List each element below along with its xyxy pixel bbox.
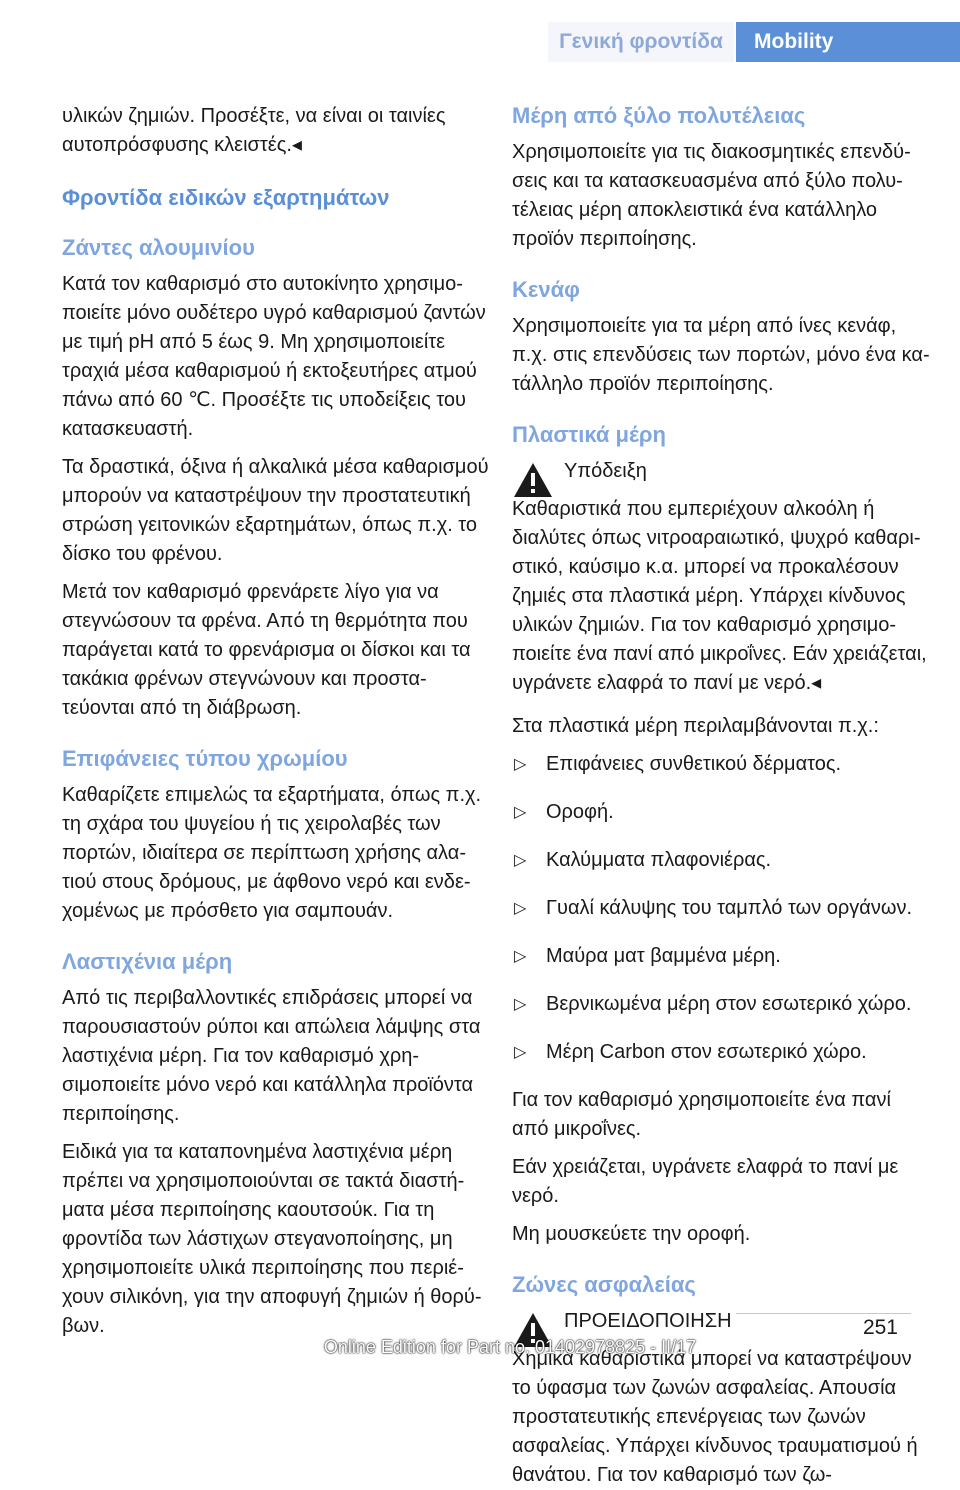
wheels-paragraph-3: Μετά τον καθαρισμό φρενάρετε λίγο για να στεγνώσουν τα φρένα. Από τη θερμότητα που παράγεται κατά το φρενάρισμα οι δίσκοι και τα τακάκια φρένων στεγνώνουν και προστατεύονται από τη διάβρωση. xyxy=(62,581,471,719)
plastic-heading: Πλαστικά μέρη xyxy=(512,422,666,447)
bullet-triangle-icon: ▷ xyxy=(514,804,527,821)
plastic-paragraph-2: Για τον καθαρισμό χρησιμοποιείτε ένα πανί από μικροΐνες. xyxy=(512,1089,891,1140)
list-item: ▷ Μαύρα ματ βαμμένα μέρη. xyxy=(512,942,932,971)
edition-watermark: Online Edition for Part no. 01402978825 - II/17 xyxy=(323,1337,697,1357)
wood-heading: Μέρη από ξύλο πολυτέλειας xyxy=(512,103,806,128)
tab-mobility: Mobility xyxy=(736,22,960,62)
section-title: Φροντίδα ειδικών εξαρτημάτων xyxy=(62,185,390,210)
wheels-paragraph-1: Κατά τον καθαρισμό στο αυτοκίνητο χρησιμοποιείτε μόνο ουδέτερο υγρό καθαρισμού ζαντών με τιμή pH από 5 έως 9. Μη χρησιμοποιείτε τραχιά μέσα καθαρισμού ή εκτοξευτήρες ατμού πάνω από 60 ℃. Προσέξτε τις υποδείξεις του κατασκευαστή. xyxy=(62,273,486,440)
list-item: ▷ Καλύμματα πλαφονιέρας. xyxy=(512,846,932,875)
list-item: ▷ Μέρη Carbon στον εσωτερικό χώρο. xyxy=(512,1038,932,1067)
rubber-heading: Λαστιχένια μέρη xyxy=(62,949,233,974)
plastic-notice-body: Καθαριστικά που εμπεριέχουν αλκοόλη ή διαλύτες όπως νιτροαραιωτικό, ψυχρό καθαριστικό, καύσιμο κ.α. μπορεί να προκαλέσουν ζημιές στα πλαστικά μέρη. Υπάρχει κίνδυνος υλικών ζημιών. Για τον καθαρισμό χρησιμοποιείτε ένα πανί από μικροΐνες. Εάν χρειάζεται, υγράνετε ελαφρά το πανί με νερό.◂ xyxy=(512,498,927,694)
bullet-triangle-icon: ▷ xyxy=(514,996,527,1013)
tab-general-care: Γενική φροντίδα xyxy=(548,22,734,62)
right-column xyxy=(512,102,932,1490)
wood-paragraph: Χρησιμοποιείτε για τις διακοσμητικές επενδύσεις και τα κατασκευασμένα από ξύλο πολυτέλειας μέρη αποκλειστικά ένα κατάλληλο προϊόν περιποίησης. xyxy=(512,141,911,250)
chrome-heading: Επιφάνειες τύπου χρωμίου xyxy=(62,746,348,771)
wheels-heading: Ζάντες αλουμινίου xyxy=(62,235,255,260)
footer-divider xyxy=(736,1313,911,1314)
page-header xyxy=(0,22,960,62)
bullet-triangle-icon: ▷ xyxy=(514,1044,527,1061)
rubber-paragraph-2: Ειδικά για τα καταπονημένα λαστιχένια μέρη πρέπει να χρησιμοποιούνται σε τακτά διαστήματα μέσα περιποίησης καουτσούκ. Για τη φροντίδα των λάστιχων στεγανοποίησης, μη χρησιμοποιείτε υλικά περιποίησης που περιέχουν σιλικόνη, για την αποφυγή ζημιών ή θορύβων. xyxy=(62,1141,482,1337)
bullet-triangle-icon: ▷ xyxy=(514,900,527,917)
bullet-triangle-icon: ▷ xyxy=(514,756,527,773)
bullet-triangle-icon: ▷ xyxy=(514,852,527,869)
belts-heading: Ζώνες ασφαλείας xyxy=(512,1272,696,1297)
rubber-paragraph-1: Από τις περιβαλλοντικές επιδράσεις μπορεί να παρουσιαστούν ρύποι και απώλεια λάμψης στα λαστιχένια μέρη. Για τον καθαρισμό χρησιμοποιείτε μόνο νερό και κατάλληλα προϊόντα περιποίησης. xyxy=(62,987,481,1125)
plastic-notice xyxy=(512,457,932,698)
wheels-paragraph-2: Τα δραστικά, όξινα ή αλκαλικά μέσα καθαρισμού μπορούν να καταστρέψουν την προστατευτική στρώση γειτονικών εξαρτημάτων, όπως π.χ. το δίσκο του φρένου. xyxy=(62,456,489,565)
kenaf-paragraph: Χρησιμοποιείτε για τα μέρη από ίνες κενάφ, π.χ. στις επενδύσεις των πορτών, μόνο ένα κατάλληλο προϊόν περιποίησης. xyxy=(512,315,930,395)
list-item: ▷ Επιφάνειες συνθετικού δέρματος. xyxy=(512,750,932,779)
list-item: ▷ Οροφή. xyxy=(512,798,932,827)
intro-paragraph: υλικών ζημιών. Προσέξτε, να είναι οι ταινίες αυτοπρόσφυσης κλειστές.◂ xyxy=(62,105,446,156)
plastic-paragraph-3: Εάν χρειάζεται, υγράνετε ελαφρά το πανί με νερό. xyxy=(512,1156,899,1207)
plastic-paragraph-4: Μη μουσκεύετε την οροφή. xyxy=(512,1223,751,1245)
page-number: 251 xyxy=(862,1316,898,1339)
left-column xyxy=(62,102,490,1350)
belts-warning-body: Χημικά καθαριστικά μπορεί να καταστρέψουν το ύφασμα των ζωνών ασφαλείας. Απουσία προστατευτικής επενέργειας των ζωνών ασφαλείας. Υπάρχει κίνδυνος τραυματισμού ή θανάτου. Για τον καθαρισμό των ζω- xyxy=(512,1348,918,1486)
plastic-list xyxy=(512,750,932,1067)
bullet-triangle-icon: ▷ xyxy=(514,948,527,965)
warning-triangle-icon xyxy=(512,461,554,499)
list-item: ▷ Βερνικωμένα μέρη στον εσωτερικό χώρο. xyxy=(512,990,932,1019)
plastic-notice-title: Υπόδειξη xyxy=(564,460,647,482)
chrome-paragraph: Καθαρίζετε επιμελώς τα εξαρτήματα, όπως π.χ. τη σχάρα του ψυγείου ή τις χειρολαβές των πορτών, ιδιαίτερα σε περίπτωση χρήσης αλατιού στους δρόμους, με άφθονο νερό και ενδεχομένως με πρόσθετο για σαμπουάν. xyxy=(62,784,482,922)
kenaf-heading: Κενάφ xyxy=(512,277,580,302)
list-item: ▷ Γυαλί κάλυψης του ταμπλό των οργάνων. xyxy=(512,894,932,923)
belts-warning-title: ΠΡΟΕΙΔΟΠΟΙΗΣΗ xyxy=(564,1310,732,1332)
plastic-intro: Στα πλαστικά μέρη περιλαμβάνονται π.χ.: xyxy=(512,715,879,737)
